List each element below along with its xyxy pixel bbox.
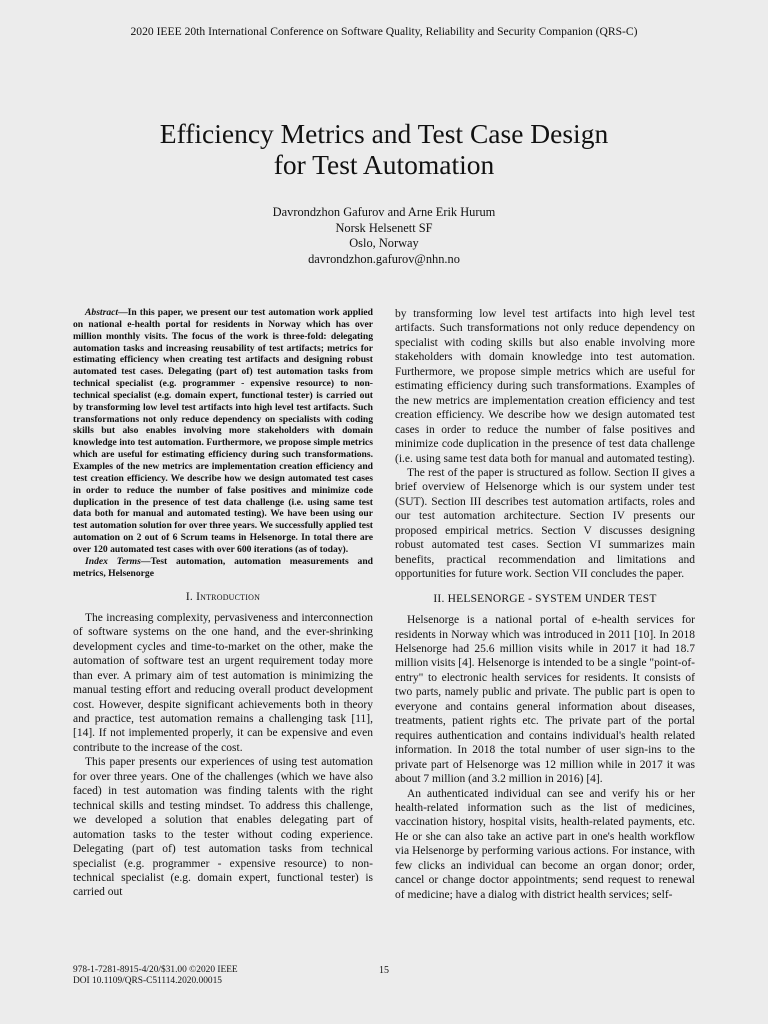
index-terms-text: —Test automation, automation measurements and metrics, Helsenorge <box>73 555 373 579</box>
abstract-text: —In this paper, we present our test automation work applied on national e-health portal for residents in Norway which has over million monthly visits. The focus of the work is three-fold: delegating automation tasks and increasing reusability of test artifacts; metrics for estimating efficiency when creating test artifacts and designing robust automated test cases. Delegating (part of) test automation tasks from technical specialist (e.g. programmer - expensive resource) to non-technical specialist (e.g. domain expert, functional tester) is carried out by transforming low level test artifacts into high level test artifacts. Such transformations not only reduce dependency on specialists with coding skills but also enables involving more stakeholders with domain knowledge into test automation. Furthermore, we propose simple metrics which are useful for estimating efficiency during such transformations. Examples of the new metrics are implementation creation efficiency and test creation efficiency. We describe how we design automated test cases in order to reduce the number of false positives and minimize code duplication in the presence of test data challenge (i.e. using same test data both for manual and automated testing). We have been using our test automation solution for over three years. We successfully applied test automation on 2 out of 6 Scrum teams in Helsenorge. In total there are over 120 automated test cases with over 600 iterations (as of today). <box>73 307 373 555</box>
footer-doi: DOI 10.1109/QRS-C51114.2020.00015 <box>73 976 222 986</box>
abstract-label: Abstract <box>85 307 119 318</box>
left-column <box>73 307 373 900</box>
paper-title <box>0 118 768 180</box>
footer-isbn: 978-1-7281-8915-4/20/$31.00 ©2020 IEEE <box>73 965 238 975</box>
index-terms <box>73 556 373 580</box>
section-1-paragraph: This paper presents our experiences of using test automation for over three years. One of the challenges (which we have also faced) in test automation was finding talents with the right technical skills and testing mindset. To address this challenge, we developed a solution that enables delegating part of automation tasks to the tester without coding experience. Delegating (part of) test automation tasks from technical specialist (e.g. programmer - expensive resource) to non-technical specialist (e.g. domain expert, functional tester) is carried out <box>73 756 373 899</box>
section-2-paragraph: Helsenorge is a national portal of e-health services for residents in Norway which was introduced in 2011 [10]. In 2018 Helsenorge had 25.6 million visits while in 2017 it had 18.7 million visits [4]. Helsenorge is intended to be a single "point-of-entry" to electronic health services for residents. It consists of two parts, namely public and private. The public part is open to everyone and contains general information about diseases, treatments, patient rights etc. The private part of the portal requires authentication and contains individual's health related information. In 2018 the total number of user sign-ins to the private part of Helsenorge was 12 million while in 2017 it was about 7 million (and 3.2 million in 2016) [4]. <box>395 614 695 786</box>
right-column <box>395 307 695 902</box>
author-email: davrondzhon.gafurov@nhn.no <box>308 251 460 266</box>
section-2-paragraph: An authenticated individual can see and verify his or her health-related information such as the list of medicines, vaccination history, hospital visits, health-related payments, etc. He or she can also take an active part in one's health workflow via Helsenorge by performing various actions. For instance, with few clicks an individual can become an organ donor; order, cancel or change doctor appointments; send request to renewal of medicine; have a dialog with district health services; self- <box>395 787 695 901</box>
page-number: 15 <box>379 965 389 976</box>
author-location: Oslo, Norway <box>349 236 419 250</box>
title-line-2: for Test Automation <box>273 149 495 180</box>
abstract <box>73 307 373 556</box>
section-1-paragraph: The increasing complexity, pervasiveness and interconnection of software systems on the one hand, and the ever-shrinking development cycles and time-to-market on the other, make the automation of software test an urgent requirement today more than ever. A primary aim of test automation is minimizing the manual testing effort and reducing overall product development cost. However, despite significant achievements both in theory and practice, test automation remains a challenging task [11], [14]. If not implemented properly, it can be expensive and even contribute to the increase of the cost. <box>73 611 373 754</box>
author-affiliation: Norsk Helsenett SF <box>335 220 433 235</box>
index-terms-label: Index Terms <box>85 555 141 567</box>
section-1-heading: I. Introduction <box>185 591 261 604</box>
author-names: Davrondzhon Gafurov and Arne Erik Hurum <box>272 205 496 219</box>
paper-structure-paragraph: The rest of the paper is structured as follow. Section II gives a brief overview of Helsenorge which is our system under test (SUT). Section III describes test automation artifacts, roles and our test automation architecture. Section IV presents our proposed empirical metrics. Section V discusses designing robust automated test cases. Section VI summarizes main benefits, practical recommendation and limitations and opportunities for future work. Section VII concludes the paper. <box>395 466 695 581</box>
section-2-heading: II. HELSENORGE - SYSTEM UNDER TEST <box>433 592 657 605</box>
title-line-1: Efficiency Metrics and Test Case Design <box>159 118 609 149</box>
intro-continuation: by transforming low level test artifacts into high level test artifacts. Such transformations not only reduce dependency on specialist with coding skills but also enable involving more stakeholders with domain knowledge into test automation. Furthermore, we propose simple metrics which are useful for estimating efficiency during such transformations. Examples of the new metrics are implementation creation efficiency and test creation efficiency. We describe how we design automated test cases in order to reduce the number of false positives and minimize code duplication in the presence of test data challenge (i.e. using same test data both for manual and automated testing). <box>395 308 695 465</box>
conference-header: 2020 IEEE 20th International Conference on Software Quality, Reliability and Security Companion (QRS-C) <box>130 25 638 38</box>
author-block <box>0 205 768 267</box>
